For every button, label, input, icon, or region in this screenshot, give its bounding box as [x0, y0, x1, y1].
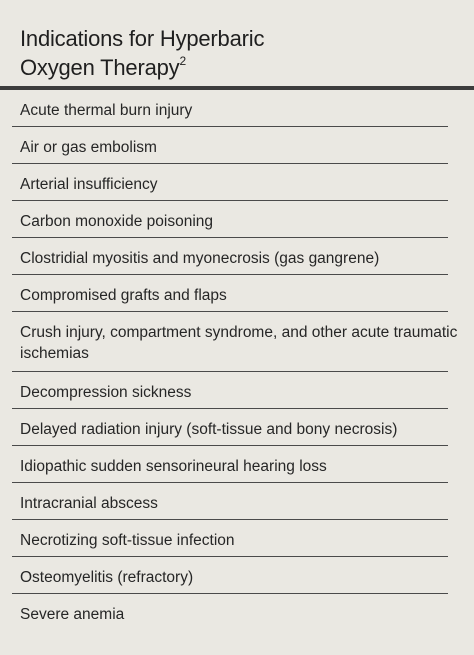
table-title-line-2: [20, 53, 460, 82]
table-title-line-2-text: Oxygen Therapy: [20, 55, 180, 80]
table-title-reference: 2: [179, 54, 186, 68]
table-row: Necrotizing soft-tissue infection: [0, 520, 474, 557]
table-row: Carbon monoxide poisoning: [0, 201, 474, 238]
table-row: Osteomyelitis (refractory): [0, 557, 474, 594]
table-row: Acute thermal burn injury: [0, 90, 474, 127]
table-row: Idiopathic sudden sensorineural hearing loss: [0, 446, 474, 483]
table-row: Air or gas embolism: [0, 127, 474, 164]
table-row: Crush injury, compartment syndrome, and other acute traumatic ischemias: [0, 312, 474, 372]
table-title: [20, 24, 460, 82]
table-row: Clostridial myositis and myonecrosis (gas gangrene): [0, 238, 474, 275]
table-row: Arterial insufficiency: [0, 164, 474, 201]
table-row: Severe anemia: [20, 606, 125, 623]
table-row: Delayed radiation injury (soft-tissue and bony necrosis): [0, 409, 474, 446]
indications-list: [0, 90, 474, 631]
table-title-line-1: Indications for Hyperbaric: [20, 26, 265, 51]
table-row: Decompression sickness: [0, 372, 474, 409]
table-row: Intracranial abscess: [0, 483, 474, 520]
table-row: Compromised grafts and flaps: [0, 275, 474, 312]
